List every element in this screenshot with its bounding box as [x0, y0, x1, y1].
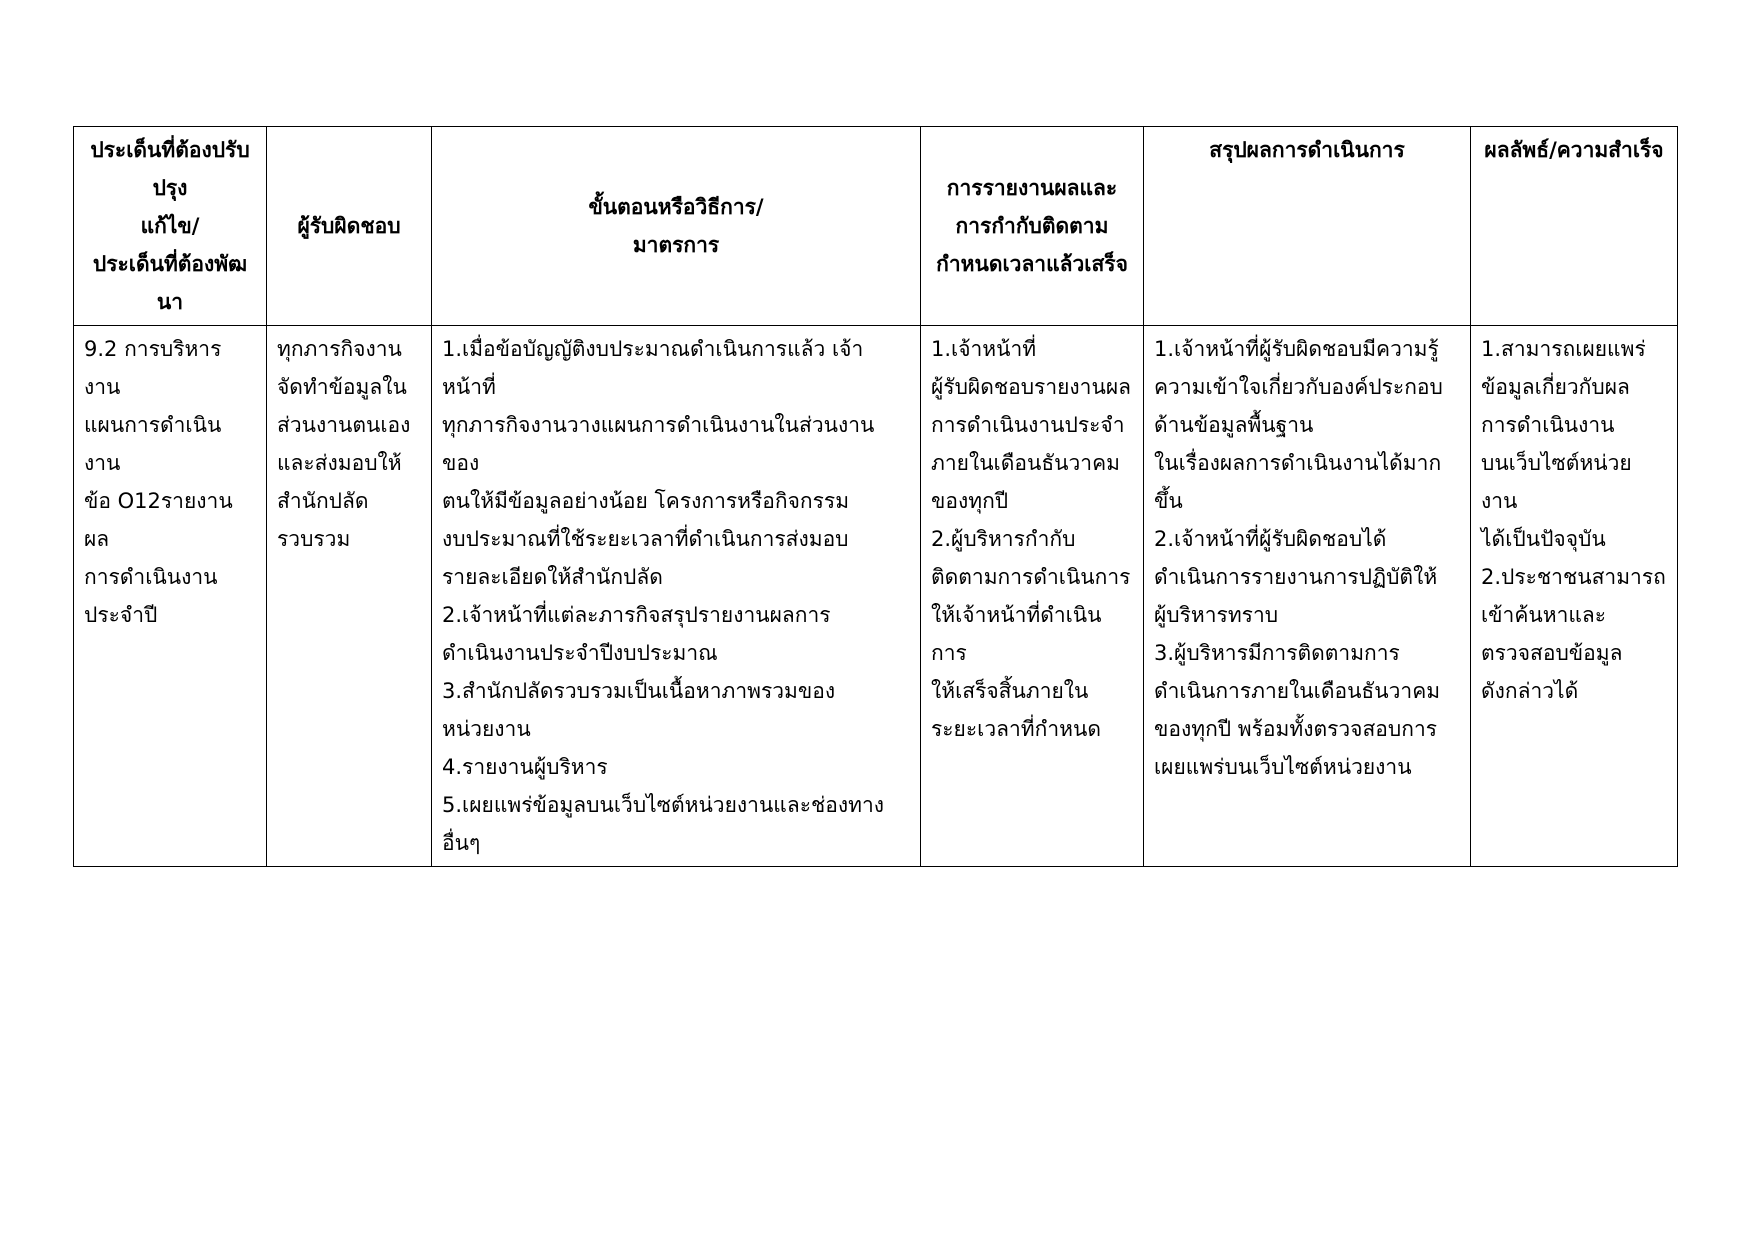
cell-reporting-line: ให้เสร็จสิ้นภายใน: [931, 679, 1089, 703]
cell-results-line: เข้าค้นหาและ: [1481, 603, 1607, 627]
cell-steps-line: 5.เผยแพร่ข้อมูลบนเว็บไซต์หน่วยงานและช่องทาง: [442, 793, 884, 817]
cell-responsible: [267, 326, 432, 867]
cell-steps-line: 2.เจ้าหน้าที่แต่ละภารกิจสรุปรายงานผลการ: [442, 603, 831, 627]
cell-summary-line: ผู้บริหารทราบ: [1154, 603, 1279, 627]
cell-responsible-line: รวบรวม: [277, 527, 351, 551]
header-steps-line: มาตรการ: [632, 233, 720, 257]
header-reporting-line: การกำกับติดตาม: [955, 214, 1109, 238]
cell-steps-line: หน่วยงาน: [442, 717, 531, 741]
cell-reporting-line: 2.ผู้บริหารกำกับ: [931, 527, 1076, 551]
cell-reporting-line: การดำเนินงานประจำ: [931, 413, 1125, 437]
header-summary: [1144, 127, 1471, 326]
header-issue-line: ปรุง: [152, 176, 188, 200]
cell-summary-line: ในเรื่องผลการดำเนินงานได้มากขึ้น: [1154, 451, 1442, 513]
cell-results-line: ข้อมูลเกี่ยวกับผล: [1481, 375, 1630, 399]
cell-steps-line: ดำเนินงานประจำปีงบประมาณ: [442, 641, 718, 665]
cell-summary-line: ด้านข้อมูลพื้นฐาน: [1154, 413, 1314, 437]
cell-summary-line: เผยแพร่บนเว็บไซต์หน่วยงาน: [1154, 755, 1412, 779]
header-reporting-line: การรายงานผลและ: [946, 176, 1118, 200]
cell-results-line: ตรวจสอบข้อมูล: [1481, 641, 1623, 665]
cell-results-line: ได้เป็นปัจจุบัน: [1481, 527, 1606, 551]
cell-responsible-line: ส่วนงานตนเอง: [277, 413, 411, 437]
cell-reporting-line: 1.เจ้าหน้าที่: [931, 337, 1037, 361]
cell-issue-line: ข้อ O12รายงานผล: [84, 489, 233, 551]
cell-responsible-line: จัดทำข้อมูลใน: [277, 375, 407, 399]
cell-steps-line: 3.สำนักปลัดรวบรวมเป็นเนื้อหาภาพรวมของ: [442, 679, 836, 703]
cell-steps-line: งบประมาณที่ใช้ระยะเวลาที่ดำเนินการส่งมอบ: [442, 527, 849, 551]
cell-steps-line: 4.รายงานผู้บริหาร: [442, 755, 608, 779]
cell-results-line: 2.ประชาชนสามารถ: [1481, 565, 1666, 589]
cell-reporting: [921, 326, 1144, 867]
cell-summary-line: ความเข้าใจเกี่ยวกับองค์ประกอบ: [1154, 375, 1443, 399]
cell-steps-line: ตนให้มีข้อมูลอย่างน้อย โครงการหรือกิจกรรม: [442, 489, 850, 513]
cell-reporting-line: ให้เจ้าหน้าที่ดำเนินการ: [931, 603, 1102, 665]
cell-steps: [432, 326, 921, 867]
cell-issue-line: ประจำปี: [84, 603, 158, 627]
cell-summary-line: 2.เจ้าหน้าที่ผู้รับผิดชอบได้: [1154, 527, 1387, 551]
header-row: [74, 127, 1678, 326]
cell-summary-line: 1.เจ้าหน้าที่ผู้รับผิดชอบมีความรู้: [1154, 337, 1439, 361]
cell-responsible-line: ทุกภารกิจงาน: [277, 337, 402, 361]
cell-results-line: 1.สามารถเผยแพร่: [1481, 337, 1646, 361]
cell-issue-line: การดำเนินงาน: [84, 565, 218, 589]
cell-steps-line: 1.เมื่อข้อบัญญัติงบประมาณดำเนินการแล้ว เจ้าหน้าที่: [442, 337, 864, 399]
action-plan-table: [73, 126, 1678, 867]
cell-reporting-line: ภายในเดือนธันวาคม: [931, 451, 1120, 475]
header-responsible: [267, 127, 432, 326]
header-results-line: ผลลัพธ์/ความสำเร็จ: [1484, 138, 1664, 162]
header-steps-line: ขั้นตอนหรือวิธีการ/: [588, 195, 764, 219]
header-issue-line: นา: [156, 290, 184, 314]
header-reporting: [921, 127, 1144, 326]
cell-issue: [74, 326, 267, 867]
header-issue-line: ประเด็นที่ต้องพัฒ: [92, 252, 248, 276]
header-results: [1471, 127, 1678, 326]
cell-steps-line: อื่นๆ: [442, 831, 481, 855]
header-responsible-line: ผู้รับผิดชอบ: [297, 214, 401, 238]
header-summary-line: สรุปผลการดำเนินการ: [1209, 138, 1405, 162]
cell-issue-line: แผนการดำเนินงาน: [84, 413, 222, 475]
cell-summary-line: 3.ผู้บริหารมีการติดตามการ: [1154, 641, 1400, 665]
header-steps: [432, 127, 921, 326]
cell-steps-line: ทุกภารกิจงานวางแผนการดำเนินงานในส่วนงานของ: [442, 413, 875, 475]
cell-reporting-line: ของทุกปี: [931, 489, 1009, 513]
cell-reporting-line: ระยะเวลาที่กำหนด: [931, 717, 1101, 741]
header-reporting-line: กำหนดเวลาแล้วเสร็จ: [936, 252, 1128, 276]
header-issue: [74, 127, 267, 326]
cell-reporting-line: ติดตามการดำเนินการ: [931, 565, 1131, 589]
header-issue-line: แก้ไข/: [140, 214, 200, 238]
cell-issue-line: 9.2 การบริหารงาน: [84, 337, 222, 399]
cell-results-line: บนเว็บไซต์หน่วยงาน: [1481, 451, 1632, 513]
cell-results: [1471, 326, 1678, 867]
cell-results-line: ดังกล่าวได้: [1481, 679, 1579, 703]
header-issue-line: ประเด็นที่ต้องปรับ: [90, 138, 250, 162]
cell-steps-line: รายละเอียดให้สำนักปลัด: [442, 565, 663, 589]
table-row: [74, 326, 1678, 867]
cell-responsible-line: และส่งมอบให้: [277, 451, 402, 475]
cell-summary-line: ดำเนินการภายในเดือนธันวาคม: [1154, 679, 1441, 703]
cell-reporting-line: ผู้รับผิดชอบรายงานผล: [931, 375, 1132, 399]
cell-results-line: การดำเนินงาน: [1481, 413, 1615, 437]
cell-responsible-line: สำนักปลัด: [277, 489, 369, 513]
cell-summary-line: ดำเนินการรายงานการปฏิบัติให้: [1154, 565, 1438, 589]
cell-summary-line: ของทุกปี พร้อมทั้งตรวจสอบการ: [1154, 717, 1438, 741]
cell-summary: [1144, 326, 1471, 867]
